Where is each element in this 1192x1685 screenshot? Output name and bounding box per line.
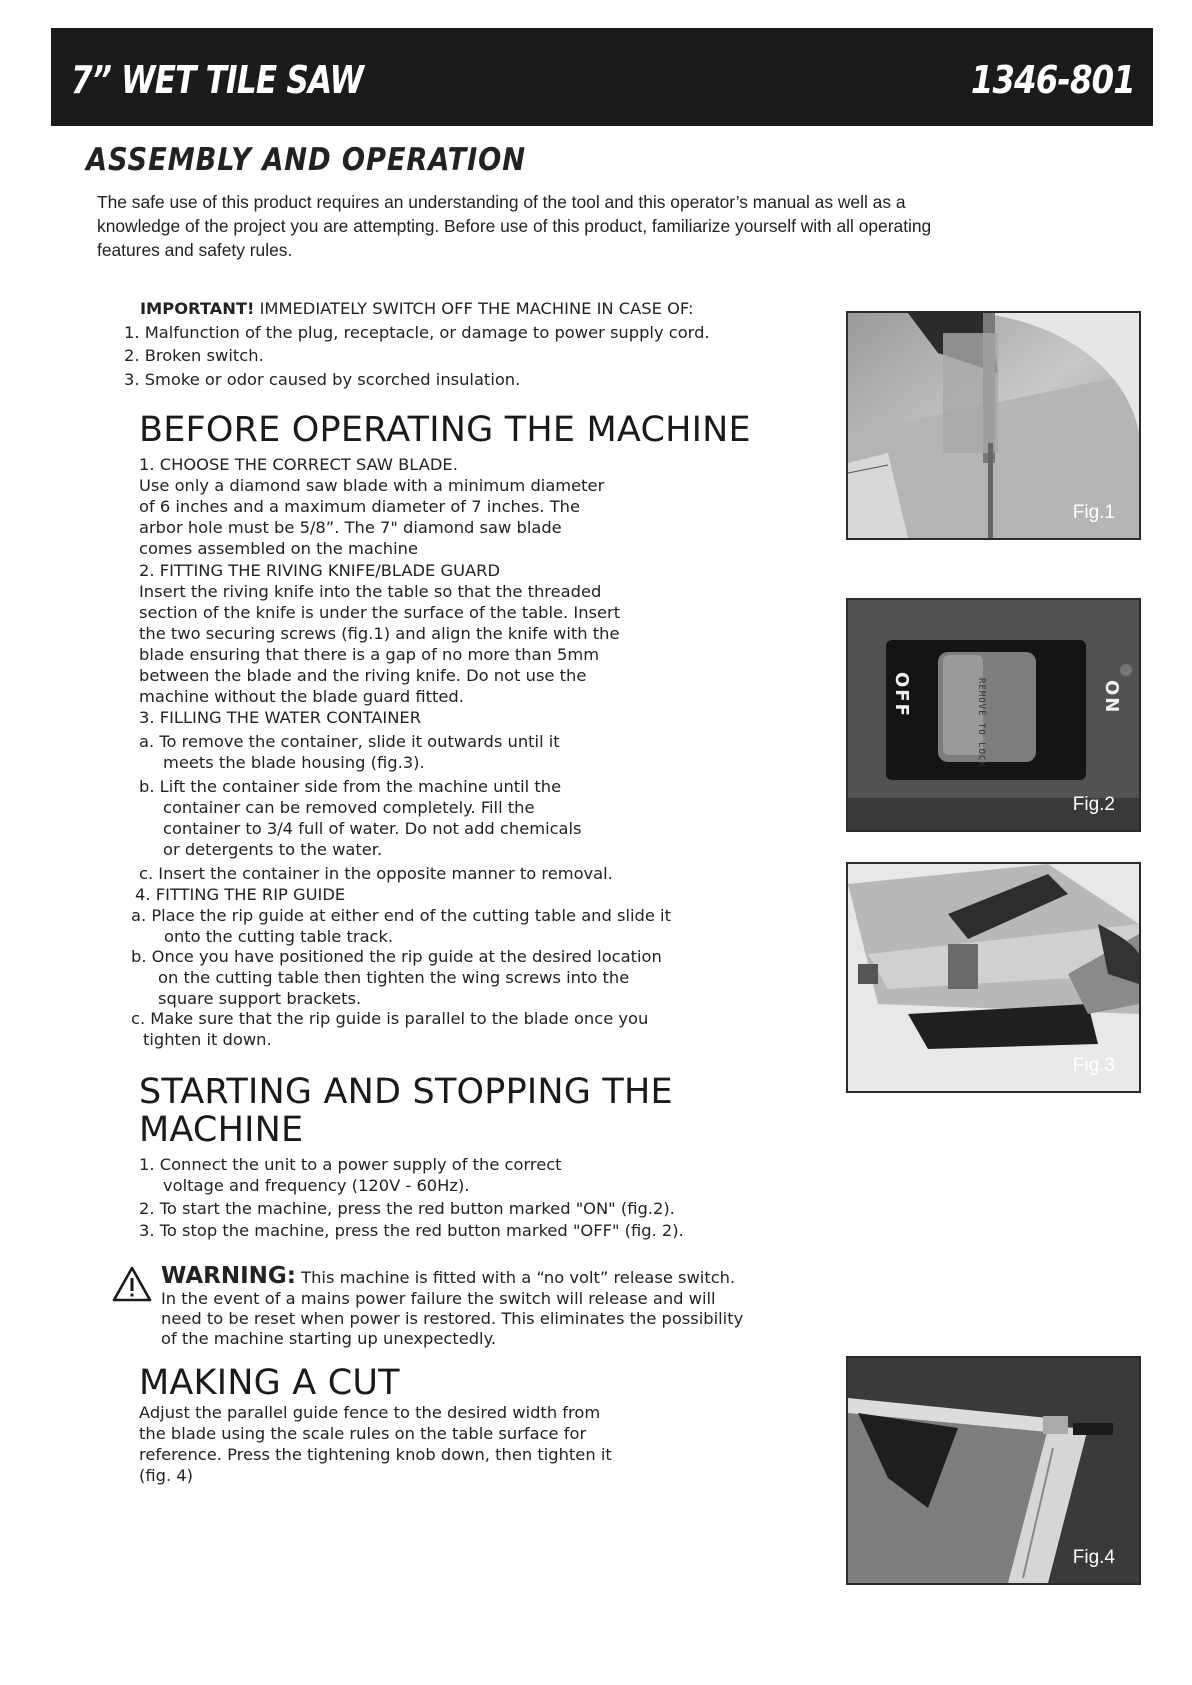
before-line: 1. CHOOSE THE CORRECT SAW BLADE. [139, 455, 458, 474]
before-line: on the cutting table then tighten the wing screws into the [158, 968, 630, 987]
before-line: b. Lift the container side from the machine until the [139, 777, 562, 796]
before-line: onto the cutting table track. [164, 927, 394, 946]
before-line: 3. FILLING THE WATER CONTAINER [139, 708, 422, 727]
before-line: between the blade and the riving knife. Do not use the [139, 666, 587, 685]
before-line: 4. FITTING THE RIP GUIDE [135, 885, 346, 904]
important-item: 3. Smoke or odor caused by scorched insulation. [124, 370, 521, 389]
starting-line: 3. To stop the machine, press the red button marked "OFF" (fig. 2). [139, 1221, 684, 1240]
warning-text: This machine is fitted with a “no volt” release switch. [295, 1268, 736, 1287]
important-label: IMPORTANT! [140, 299, 255, 318]
before-line: 2. FITTING THE RIVING KNIFE/BLADE GUARD [139, 561, 500, 580]
before-line: b. Once you have positioned the rip guide at the desired location [131, 947, 662, 966]
cut-line: reference. Press the tightening knob down, then tighten it [139, 1445, 612, 1464]
intro-paragraph [97, 190, 1100, 262]
before-line: machine without the blade guard fitted. [139, 687, 464, 706]
switch-on-label: ON [1101, 680, 1122, 715]
figure-4-label: Fig.4 [1072, 1547, 1115, 1568]
before-line: or detergents to the water. [163, 840, 383, 859]
figure-1-label: Fig.1 [1072, 502, 1115, 523]
before-line: meets the blade housing (fig.3). [163, 753, 425, 772]
important-item: 2. Broken switch. [124, 346, 264, 365]
before-line: arbor hole must be 5/8”. The 7" diamond saw blade [139, 518, 562, 537]
starting-line: 1. Connect the unit to a power supply of the correct [139, 1155, 562, 1174]
warning-icon [112, 1266, 152, 1302]
figure-3-label: Fig.3 [1072, 1055, 1115, 1076]
figure-2-label: Fig.2 [1072, 794, 1115, 815]
before-line: the two securing screws (fig.1) and align the knife with the [139, 624, 620, 643]
switch-off-label: OFF [891, 672, 912, 718]
important-item: 1. Malfunction of the plug, receptacle, or damage to power supply cord. [124, 323, 710, 342]
before-line: c. Insert the container in the opposite manner to removal. [139, 864, 613, 883]
intro-line: The safe use of this product requires an understanding of the tool and this operator’s manual as well as a [97, 192, 906, 212]
before-line: blade ensuring that there is a gap of no more than 5mm [139, 645, 600, 664]
before-line: tighten it down. [143, 1030, 272, 1049]
before-line: container to 3/4 full of water. Do not add chemicals [163, 819, 582, 838]
warning-line: need to be reset when power is restored. This eliminates the possibility [161, 1309, 744, 1328]
starting-line: voltage and frequency (120V - 60Hz). [163, 1176, 470, 1195]
header-bar [51, 28, 1153, 126]
before-line: a. Place the rip guide at either end of the cutting table and slide it [131, 906, 671, 925]
important-text: IMMEDIATELY SWITCH OFF THE MACHINE IN CASE OF: [254, 299, 694, 318]
cut-line: Adjust the parallel guide fence to the desired width from [139, 1403, 601, 1422]
figure-1-photo [846, 311, 1141, 540]
before-line: Use only a diamond saw blade with a minimum diameter [139, 476, 605, 495]
cut-line: (fig. 4) [139, 1466, 194, 1485]
starting-line: 2. To start the machine, press the red button marked "ON" (fig.2). [139, 1199, 675, 1218]
figure-4-photo [846, 1356, 1141, 1585]
warning-line: of the machine starting up unexpectedly. [161, 1329, 497, 1348]
starting-heading-line1: STARTING AND STOPPING THE [139, 1072, 673, 1112]
figure-3-photo [846, 862, 1141, 1093]
before-line: of 6 inches and a maximum diameter of 7 inches. The [139, 497, 580, 516]
figure-2-photo [846, 598, 1141, 832]
before-line: section of the knife is under the surface of the table. Insert [139, 603, 621, 622]
before-line: square support brackets. [158, 989, 362, 1008]
before-line: c. Make sure that the rip guide is parallel to the blade once you [131, 1009, 649, 1028]
warning-line: In the event of a mains power failure the switch will release and will [161, 1289, 716, 1308]
before-line: Insert the riving knife into the table so that the threaded [139, 582, 602, 601]
intro-line: knowledge of the project you are attempting. Before use of this product, familiarize yourself with all operating [97, 216, 932, 236]
starting-heading-line2: MACHINE [139, 1110, 304, 1150]
before-heading: BEFORE OPERATING THE MACHINE [139, 410, 751, 450]
section-title: ASSEMBLY AND OPERATION [86, 142, 526, 178]
before-line: comes assembled on the machine [139, 539, 418, 558]
model-number: 1346-801 [971, 58, 1135, 102]
warning-label: WARNING: [161, 1263, 296, 1289]
switch-lock-label: REMOVE TO LOCK [976, 678, 986, 768]
before-line: a. To remove the container, slide it outwards until it [139, 732, 560, 751]
before-line: container can be removed completely. Fill the [163, 798, 535, 817]
important-heading [140, 298, 693, 319]
making-cut-heading: MAKING A CUT [139, 1363, 400, 1403]
product-title: 7” WET TILE SAW [71, 58, 364, 102]
cut-line: the blade using the scale rules on the table surface for [139, 1424, 587, 1443]
intro-line: features and safety rules. [97, 240, 293, 260]
